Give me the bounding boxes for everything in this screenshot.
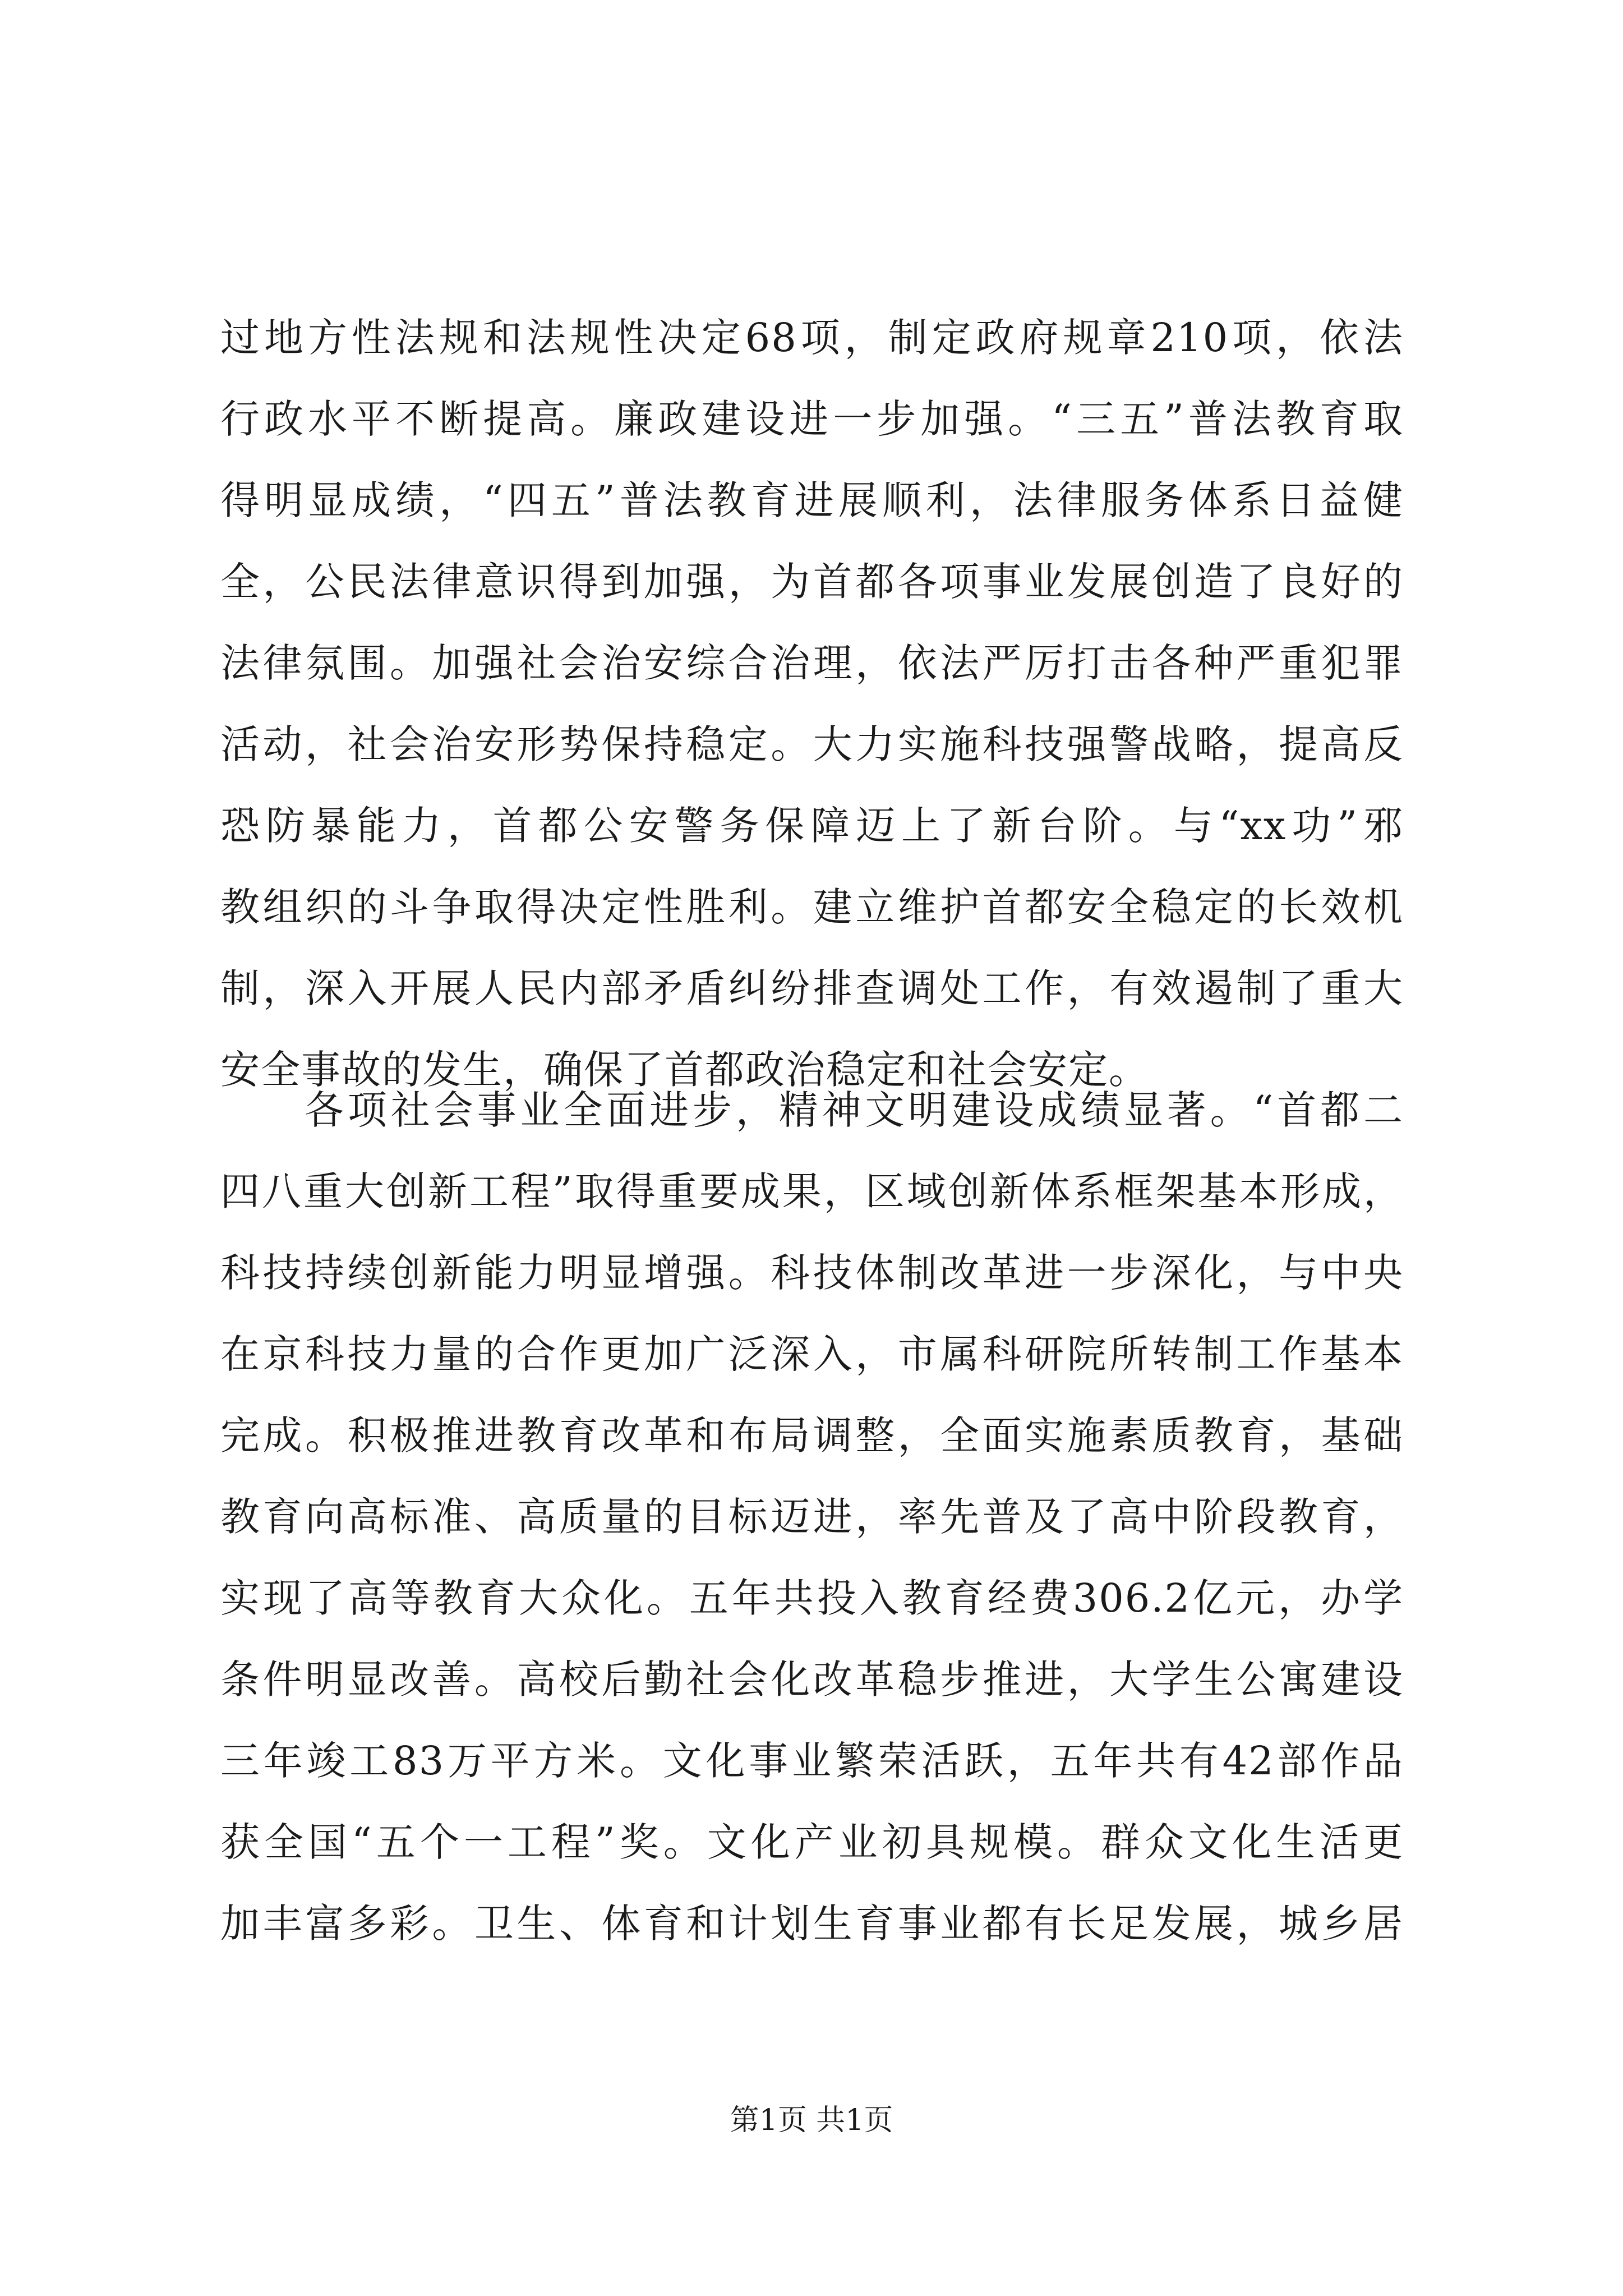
paragraph-line: 教组织的斗争取得决定性胜利。建立维护首都安全稳定的长效机 <box>220 884 1404 930</box>
paragraph-line: 行政水平不断提高。廉政建设进一步加强。“三五”普法教育取 <box>220 396 1404 442</box>
paragraph-line: 四八重大创新工程”取得重要成果，区域创新体系框架基本形成， <box>220 1168 1404 1214</box>
paragraph-line: 完成。积极推进教育改革和布局调整，全面实施素质教育，基础 <box>220 1412 1404 1458</box>
paragraph-line: 实现了高等教育大众化。五年共投入教育经费306.2亿元，办学 <box>220 1575 1404 1621</box>
paragraph-line: 全，公民法律意识得到加强，为首都各项事业发展创造了良好的 <box>220 559 1404 605</box>
paragraph-line: 在京科技力量的合作更加广泛深入，市属科研院所转制工作基本 <box>220 1331 1404 1377</box>
paragraph-line: 过地方性法规和法规性决定68项，制定政府规章210项，依法 <box>220 315 1404 361</box>
paragraph-line: 条件明显改善。高校后勤社会化改革稳步推进，大学生公寓建设 <box>220 1657 1404 1703</box>
paragraph-line: 恐防暴能力，首都公安警务保障迈上了新台阶。与“xx功”邪 <box>220 803 1404 849</box>
paragraph-1 <box>220 297 1404 1111</box>
paragraph-line: 加丰富多彩。卫生、体育和计划生育事业都有长足发展，城乡居 <box>220 1901 1404 1947</box>
paragraph-line: 法律氛围。加强社会治安综合治理，依法严厉打击各种严重犯罪 <box>220 640 1404 686</box>
paragraph-line: 安全事故的发生，确保了首都政治稳定和社会安定。 <box>220 1047 1149 1093</box>
paragraph-line: 科技持续创新能力明显增强。科技体制改革进一步深化，与中央 <box>220 1250 1404 1296</box>
paragraph-line: 三年竣工83万平方米。文化事业繁荣活跃，五年共有42部作品 <box>220 1738 1404 1784</box>
paragraph-line: 获全国“五个一工程”奖。文化产业初具规模。群众文化生活更 <box>220 1819 1404 1865</box>
paragraph-2 <box>220 1070 1404 1964</box>
paragraph-line: 制，深入开展人民内部矛盾纠纷排查调处工作，有效遏制了重大 <box>220 965 1404 1011</box>
paragraph-line: 教育向高标准、高质量的目标迈进，率先普及了高中阶段教育， <box>220 1494 1404 1540</box>
page-number-footer: 第1页 共1页 <box>730 2104 893 2137</box>
paragraph-line: 得明显成绩，“四五”普法教育进展顺利，法律服务体系日益健 <box>220 477 1404 523</box>
paragraph-line: 活动，社会治安形势保持稳定。大力实施科技强警战略，提高反 <box>220 721 1404 767</box>
paragraph-line: 各项社会事业全面进步，精神文明建设成绩显著。“首都二 <box>305 1087 1404 1133</box>
